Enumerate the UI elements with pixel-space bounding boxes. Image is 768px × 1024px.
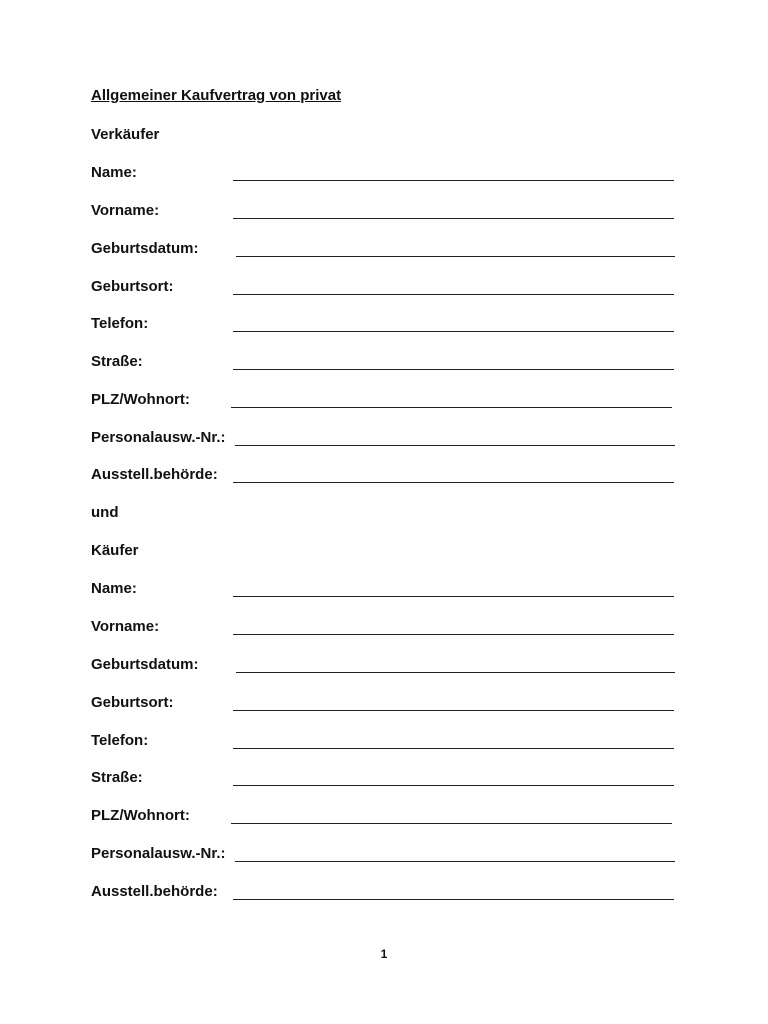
seller-ausstellbehoerde-field[interactable] [233,482,674,483]
connector-text: und [91,504,119,521]
buyer-plz-wohnort-label: PLZ/Wohnort: [91,807,190,824]
buyer-plz-wohnort-row [91,806,675,828]
seller-heading: Verkäufer [91,126,160,143]
seller-vorname-label: Vorname: [91,202,160,219]
seller-name-label: Name: [91,164,137,181]
buyer-personalausweis-row [91,844,675,866]
buyer-strasse-label: Straße: [91,769,143,786]
seller-telefon-field[interactable] [233,331,674,332]
buyer-plz-wohnort-field[interactable] [231,823,672,824]
seller-personalausweis-row [91,428,675,450]
seller-plz-wohnort-label: PLZ/Wohnort: [91,391,190,408]
page-number: 1 [380,947,388,961]
buyer-ausstellbehoerde-label: Ausstell.behörde: [91,883,218,900]
buyer-telefon-label: Telefon: [91,732,149,749]
seller-telefon-row [91,314,675,336]
seller-strasse-row [91,352,675,374]
seller-strasse-field[interactable] [233,369,674,370]
buyer-name-label: Name: [91,580,137,597]
buyer-name-field[interactable] [233,596,674,597]
seller-personalausweis-label: Personalausw.-Nr.: [91,429,226,446]
document-title: Allgemeiner Kaufvertrag von privat [91,87,342,104]
seller-telefon-label: Telefon: [91,315,149,332]
seller-geburtsdatum-field[interactable] [236,256,675,257]
seller-plz-wohnort-row [91,390,675,412]
buyer-geburtsort-row [91,693,675,715]
seller-vorname-row [91,201,675,223]
buyer-geburtsdatum-field[interactable] [236,672,675,673]
seller-geburtsort-row [91,277,675,299]
seller-name-row [91,163,675,185]
seller-geburtsort-field[interactable] [233,294,674,295]
buyer-personalausweis-field[interactable] [235,861,675,862]
seller-geburtsdatum-label: Geburtsdatum: [91,240,199,257]
buyer-telefon-row [91,731,675,753]
buyer-geburtsdatum-label: Geburtsdatum: [91,656,199,673]
seller-vorname-field[interactable] [233,218,674,219]
seller-name-field[interactable] [233,180,674,181]
buyer-personalausweis-label: Personalausw.-Nr.: [91,845,226,862]
buyer-strasse-field[interactable] [233,785,674,786]
seller-personalausweis-field[interactable] [235,445,675,446]
buyer-telefon-field[interactable] [233,748,674,749]
seller-geburtsdatum-row [91,239,675,261]
buyer-vorname-field[interactable] [233,634,674,635]
buyer-strasse-row [91,768,675,790]
buyer-ausstellbehoerde-row [91,882,675,904]
buyer-geburtsort-field[interactable] [233,710,674,711]
seller-plz-wohnort-field[interactable] [231,407,672,408]
buyer-geburtsdatum-row [91,655,675,677]
seller-ausstellbehoerde-row [91,465,675,487]
buyer-vorname-row [91,617,675,639]
buyer-heading: Käufer [91,542,139,559]
buyer-vorname-label: Vorname: [91,618,160,635]
buyer-ausstellbehoerde-field[interactable] [233,899,674,900]
seller-ausstellbehoerde-label: Ausstell.behörde: [91,466,218,483]
seller-strasse-label: Straße: [91,353,143,370]
buyer-geburtsort-label: Geburtsort: [91,694,174,711]
buyer-name-row [91,579,675,601]
seller-geburtsort-label: Geburtsort: [91,278,174,295]
